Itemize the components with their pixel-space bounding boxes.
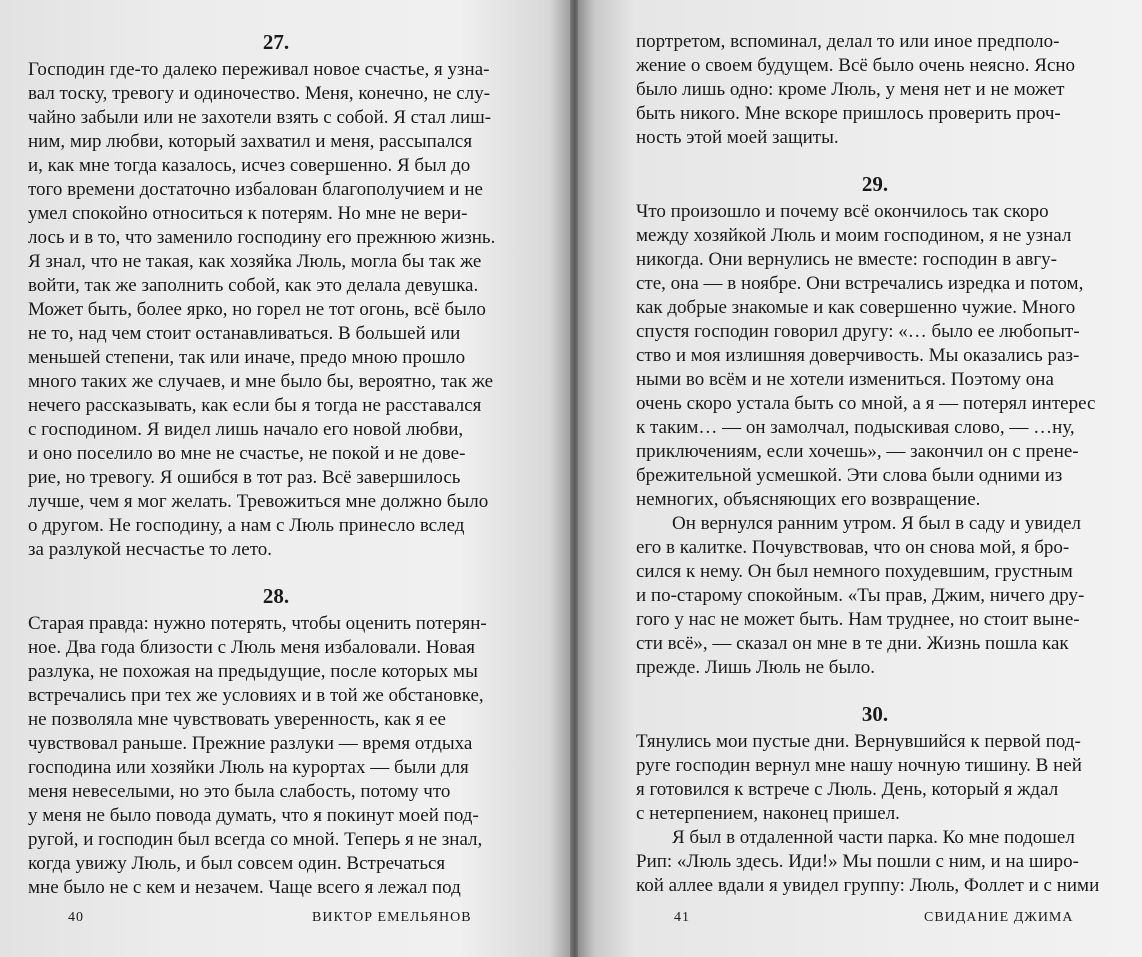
text-line: меньшей степени, так или иначе, предо мною прошло (28, 347, 466, 368)
text-line: брежительной усмешкой. Эти слова были одними из (636, 465, 1063, 486)
text-line: прежде. Лишь Люль не было. (636, 657, 875, 678)
text-line: меня невеселыми, но это была слабость, потому что (28, 781, 451, 802)
text-line: ругой, и господин был всегда со мной. Теперь я не знал, (28, 829, 483, 850)
text-line: я готовился к встрече с Люль. День, который я ждал (636, 779, 1059, 800)
text-line: у меня не было повода думать, что я покинут моей под- (28, 805, 479, 826)
right-page-number: 41 (674, 910, 690, 925)
text-line: Я был в отдаленной части парка. Ко мне подошел (672, 827, 1075, 848)
text-line: портретом, вспоминал, делал то или иное предполо- (636, 31, 1060, 52)
text-line: и оно поселило во мне не счастье, не покой и не дове- (28, 443, 466, 464)
text-line: того времени достаточно избалован благополучием и не (28, 179, 483, 200)
chapter-27-text (28, 58, 524, 562)
text-line: господина или хозяйки Люль на курортах — были для (28, 757, 469, 778)
text-line: встречались при тех же условиях и в той же обстановке, (28, 685, 484, 706)
text-line: чайно забыли или не захотели взять с собой. Я стал лиш- (28, 107, 492, 128)
text-line: ное. Два года близости с Люль меня избаловали. Новая (28, 637, 475, 658)
text-line: между хозяйкой Люль и моим господином, я не узнал (636, 225, 1072, 246)
text-line: нечего рассказывать, как если бы я тогда не расставался (28, 395, 482, 416)
text-line: приключениям, если хочешь», — закончил он с прене- (636, 441, 1079, 462)
chapter-28-heading: 28. (262, 584, 290, 608)
text-line: жение о своем будущем. Всё было очень неясно. Ясно (636, 55, 1076, 76)
text-line: его в калитке. Почувствовав, что он снова мой, я бро- (636, 537, 1070, 558)
continued-text (636, 30, 1114, 150)
text-line: ными во всём и не хотели измениться. Поэтому она (636, 369, 1054, 390)
right-running-head: СВИДАНИЕ ДЖИМА (924, 910, 1074, 925)
left-page-number: 40 (68, 910, 84, 925)
text-line: Старая правда: нужно потерять, чтобы оценить потерян- (28, 613, 487, 634)
right-page (578, 0, 1142, 957)
text-line: чувствовал раньше. Прежние разлуки — время отдыха (28, 733, 473, 754)
chapter-29-heading: 29. (861, 172, 889, 196)
text-line: Рип: «Люль здесь. Иди!» Мы пошли с ним, и на широ- (636, 851, 1079, 872)
text-line: ство и моя излишняя доверчивость. Мы оказались раз- (636, 345, 1080, 366)
text-line: с нетерпением, наконец пришел. (636, 803, 900, 824)
chapter-27-heading: 27. (262, 30, 290, 54)
text-line: и, как мне тогда казалось, исчез совершенно. Я был до (28, 155, 471, 176)
text-line: спустя господин говорил другу: «… было ее любопыт- (636, 321, 1080, 342)
left-running-head: ВИКТОР ЕМЕЛЬЯНОВ (312, 910, 472, 925)
text-line: не позволяла мне чувствовать уверенность, как я ее (28, 709, 446, 730)
text-line: сти всё», — сказал он мне в те дни. Жизнь пошла как (636, 633, 1069, 654)
text-line: войти, так же заполнить собой, как это делала девушка. (28, 275, 479, 296)
text-line: лучше, чем я мог желать. Тревожиться мне должно было (28, 491, 489, 512)
text-line: сился к нему. Он был немного похудевшим, грустным (636, 561, 1073, 582)
text-line: гого у нас не может быть. Нам труднее, но стоит выне- (636, 609, 1080, 630)
text-line: Может быть, более ярко, но горел не тот огонь, всё было (28, 299, 486, 320)
text-line: Тянулись мои пустые дни. Вернувшийся к первой под- (636, 731, 1081, 752)
text-line: мне было не с кем и незачем. Чаще всего я лежал под (28, 877, 461, 898)
text-line: как добрые знакомые и как совершенно чужие. Много (636, 297, 1076, 318)
text-line: Что произошло и почему всё окончилось так скоро (636, 201, 1049, 222)
text-line: к таким… — он замолчал, подыскивая слово, — …ну, (636, 417, 1075, 438)
chapter-30-heading: 30. (861, 702, 889, 726)
text-line: было лишь одно: кроме Люль, у меня нет и не может (636, 79, 1065, 100)
text-line: и по-старому спокойным. «Ты прав, Джим, ничего дру- (636, 585, 1085, 606)
text-line: Я знал, что не такая, как хозяйка Люль, могла бы так же (28, 251, 482, 272)
text-line: когда увижу Люль, и был совсем один. Встречаться (28, 853, 446, 874)
text-line: много таких же случаев, и мне было бы, вероятно, так же (28, 371, 494, 392)
text-line: руге господин вернул мне нашу ночную тишину. В ней (636, 755, 1082, 776)
text-line: лось и в то, что заменило господину его прежнюю жизнь. (28, 227, 496, 248)
text-line: за разлукой несчастье то лето. (28, 539, 273, 560)
chapter-29-paragraph-1 (636, 200, 1114, 512)
text-line: ним, мир любви, который захватил и меня, рассыпался (28, 131, 473, 152)
text-line: Господин где-то далеко переживал новое счастье, я узна- (28, 59, 490, 80)
text-line: умел спокойно относиться к потерям. Но мне не вери- (28, 203, 468, 224)
chapter-28-text (28, 612, 524, 900)
chapter-30-paragraph-2 (636, 826, 1114, 898)
text-line: вал тоску, тревогу и одиночество. Меня, конечно, не слу- (28, 83, 491, 104)
text-line: не то, над чем стоит останавливаться. В большей или (28, 323, 461, 344)
text-line: разлука, не похожая на предыдущие, после которых мы (28, 661, 478, 682)
text-line: сте, она — в ноябре. Они встречались изредка и потом, (636, 273, 1084, 294)
text-line: быть никого. Мне вскоре пришлось проверить проч- (636, 103, 1061, 124)
text-line: с господином. Я видел лишь начало его новой любви, (28, 419, 464, 440)
chapter-29-paragraph-2 (636, 512, 1114, 680)
chapter-30-paragraph-1 (636, 730, 1114, 826)
text-line: о другом. Не господину, а нам с Люль принесло вслед (28, 515, 465, 536)
text-line: кой аллее вдали я увидел группу: Люль, Фоллет и с ними (636, 875, 1100, 896)
text-line: никогда. Они вернулись не вместе: господин в авгу- (636, 249, 1057, 270)
text-line: рие, но тревогу. Я ошибся в тот раз. Всё завершилось (28, 467, 461, 488)
text-line: немногих, объясняющих его возвращение. (636, 489, 981, 510)
text-line: очень скоро устала быть со мной, а я — потерял интерес (636, 393, 1096, 414)
text-line: Он вернулся ранним утром. Я был в саду и увидел (672, 513, 1082, 534)
text-line: ность этой моей защиты. (636, 127, 839, 148)
